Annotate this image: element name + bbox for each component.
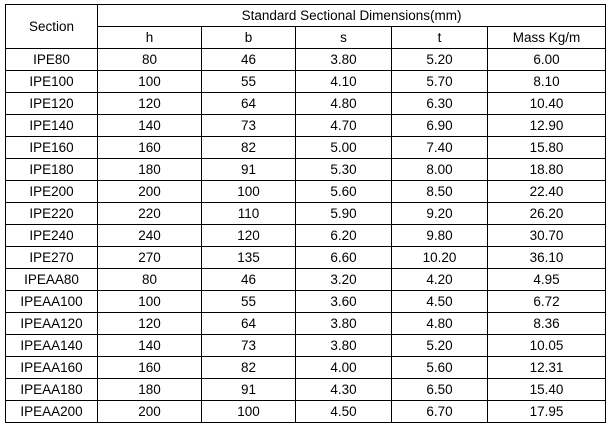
t-cell: 4.20 xyxy=(392,269,488,291)
table-row xyxy=(6,291,606,313)
s-cell: 6.60 xyxy=(296,247,392,269)
s-cell: 4.30 xyxy=(296,379,392,401)
h-cell: 120 xyxy=(98,93,202,115)
s-cell: 6.20 xyxy=(296,225,392,247)
section-dimensions-table xyxy=(5,4,606,423)
b-cell: 91 xyxy=(202,379,296,401)
t-cell: 9.20 xyxy=(392,203,488,225)
mass-cell: 17.95 xyxy=(488,401,606,423)
h-cell: 160 xyxy=(98,137,202,159)
mass-cell: 10.40 xyxy=(488,93,606,115)
table-row xyxy=(6,49,606,71)
table-row xyxy=(6,401,606,423)
s-cell: 3.80 xyxy=(296,49,392,71)
t-cell: 5.20 xyxy=(392,49,488,71)
table-row xyxy=(6,137,606,159)
mass-cell: 15.80 xyxy=(488,137,606,159)
section-cell: IPE140 xyxy=(6,115,98,137)
h-cell: 200 xyxy=(98,401,202,423)
h-cell: 100 xyxy=(98,71,202,93)
b-cell: 46 xyxy=(202,269,296,291)
h-cell: 80 xyxy=(98,49,202,71)
section-cell: IPEAA160 xyxy=(6,357,98,379)
t-cell: 8.00 xyxy=(392,159,488,181)
h-cell: 220 xyxy=(98,203,202,225)
table-row xyxy=(6,181,606,203)
section-cell: IPE120 xyxy=(6,93,98,115)
section-cell: IPEAA140 xyxy=(6,335,98,357)
b-cell: 82 xyxy=(202,137,296,159)
t-cell: 6.70 xyxy=(392,401,488,423)
section-cell: IPEAA200 xyxy=(6,401,98,423)
s-cell: 4.50 xyxy=(296,401,392,423)
mass-cell: 8.10 xyxy=(488,71,606,93)
b-cell: 73 xyxy=(202,115,296,137)
s-cell: 5.30 xyxy=(296,159,392,181)
mass-cell: 22.40 xyxy=(488,181,606,203)
t-cell: 6.30 xyxy=(392,93,488,115)
section-cell: IPE100 xyxy=(6,71,98,93)
table-row xyxy=(6,159,606,181)
b-cell: 46 xyxy=(202,49,296,71)
mass-cell: 12.31 xyxy=(488,357,606,379)
mass-cell: 4.95 xyxy=(488,269,606,291)
s-cell: 4.80 xyxy=(296,93,392,115)
section-cell: IPE220 xyxy=(6,203,98,225)
s-cell: 3.80 xyxy=(296,313,392,335)
mass-cell: 10.05 xyxy=(488,335,606,357)
table-row xyxy=(6,93,606,115)
b-cell: 100 xyxy=(202,181,296,203)
table-row xyxy=(6,335,606,357)
h-cell: 120 xyxy=(98,313,202,335)
mass-cell: 15.40 xyxy=(488,379,606,401)
section-cell: IPEAA120 xyxy=(6,313,98,335)
s-cell: 5.00 xyxy=(296,137,392,159)
s-cell: 3.60 xyxy=(296,291,392,313)
t-cell: 7.40 xyxy=(392,137,488,159)
h-cell: 200 xyxy=(98,181,202,203)
section-cell: IPE240 xyxy=(6,225,98,247)
mass-cell: 6.72 xyxy=(488,291,606,313)
h-cell: 160 xyxy=(98,357,202,379)
column-header-mass: Mass Kg/m xyxy=(488,27,606,49)
table-row xyxy=(6,203,606,225)
column-header-s: s xyxy=(296,27,392,49)
h-cell: 180 xyxy=(98,379,202,401)
b-cell: 55 xyxy=(202,71,296,93)
column-header-t: t xyxy=(392,27,488,49)
t-cell: 6.90 xyxy=(392,115,488,137)
s-cell: 5.60 xyxy=(296,181,392,203)
h-cell: 180 xyxy=(98,159,202,181)
h-cell: 80 xyxy=(98,269,202,291)
t-cell: 9.80 xyxy=(392,225,488,247)
t-cell: 10.20 xyxy=(392,247,488,269)
section-header: Section xyxy=(6,5,98,49)
h-cell: 270 xyxy=(98,247,202,269)
mass-cell: 26.20 xyxy=(488,203,606,225)
s-cell: 5.90 xyxy=(296,203,392,225)
t-cell: 8.50 xyxy=(392,181,488,203)
section-cell: IPE160 xyxy=(6,137,98,159)
b-cell: 64 xyxy=(202,93,296,115)
table-row xyxy=(6,115,606,137)
b-cell: 55 xyxy=(202,291,296,313)
t-cell: 5.60 xyxy=(392,357,488,379)
column-header-b: b xyxy=(202,27,296,49)
mass-cell: 8.36 xyxy=(488,313,606,335)
table-row xyxy=(6,313,606,335)
mass-cell: 30.70 xyxy=(488,225,606,247)
mass-cell: 18.80 xyxy=(488,159,606,181)
column-header-h: h xyxy=(98,27,202,49)
group-header: Standard Sectional Dimensions(mm) xyxy=(98,5,606,27)
s-cell: 4.70 xyxy=(296,115,392,137)
b-cell: 64 xyxy=(202,313,296,335)
b-cell: 110 xyxy=(202,203,296,225)
table-row xyxy=(6,225,606,247)
h-cell: 140 xyxy=(98,335,202,357)
table-header-row xyxy=(6,5,606,27)
s-cell: 3.80 xyxy=(296,335,392,357)
mass-cell: 6.00 xyxy=(488,49,606,71)
t-cell: 5.20 xyxy=(392,335,488,357)
mass-cell: 36.10 xyxy=(488,247,606,269)
table-row xyxy=(6,379,606,401)
h-cell: 140 xyxy=(98,115,202,137)
t-cell: 4.80 xyxy=(392,313,488,335)
b-cell: 73 xyxy=(202,335,296,357)
s-cell: 3.20 xyxy=(296,269,392,291)
section-cell: IPEAA80 xyxy=(6,269,98,291)
h-cell: 240 xyxy=(98,225,202,247)
table-row xyxy=(6,247,606,269)
table-row xyxy=(6,269,606,291)
section-cell: IPE270 xyxy=(6,247,98,269)
table-row xyxy=(6,357,606,379)
h-cell: 100 xyxy=(98,291,202,313)
t-cell: 6.50 xyxy=(392,379,488,401)
b-cell: 120 xyxy=(202,225,296,247)
b-cell: 91 xyxy=(202,159,296,181)
b-cell: 135 xyxy=(202,247,296,269)
b-cell: 82 xyxy=(202,357,296,379)
section-cell: IPEAA180 xyxy=(6,379,98,401)
mass-cell: 12.90 xyxy=(488,115,606,137)
s-cell: 4.00 xyxy=(296,357,392,379)
t-cell: 4.50 xyxy=(392,291,488,313)
section-cell: IPE200 xyxy=(6,181,98,203)
table-row xyxy=(6,71,606,93)
section-cell: IPE180 xyxy=(6,159,98,181)
b-cell: 100 xyxy=(202,401,296,423)
s-cell: 4.10 xyxy=(296,71,392,93)
t-cell: 5.70 xyxy=(392,71,488,93)
section-cell: IPEAA100 xyxy=(6,291,98,313)
section-cell: IPE80 xyxy=(6,49,98,71)
